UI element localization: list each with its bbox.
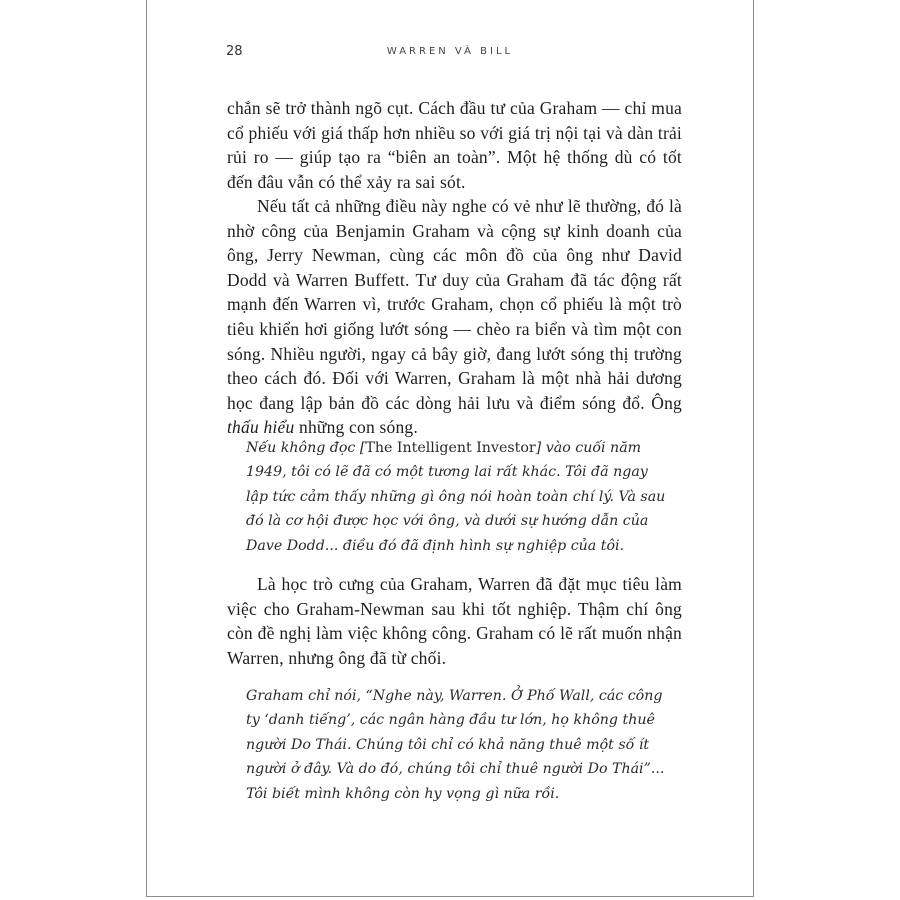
paragraph-2-emphasis: thấu hiểu <box>227 417 295 438</box>
quote-1-rest: ] vào cuối năm 1949, tôi có lẽ đã có một tương lai rất khác. Tôi đã ngay lập tức cảm thấy những gì ông nói hoàn toàn chí lý. Và sau đó là cơ hội được học với ông, và dưới sự hướng dẫn của Dave Dodd... điều đó đã định hình sự nghiệp của tôi. <box>246 440 666 554</box>
book-title: The Intelligent Investor <box>365 440 536 456</box>
block-quote-1 <box>246 436 672 558</box>
block-quote-2: Graham chỉ nói, “Nghe này, Warren. Ở Phố Wall, các công ty ‘danh tiếng’, các ngân hàng đầu tư lớn, họ không thuê người Do Thái. Chúng tôi chỉ có khả năng thuê một số ít người ở đây. Và do đó, chúng tôi chỉ thuê người Do Thái”... Tôi biết mình không còn hy vọng gì nữa rồi. <box>246 688 665 802</box>
quote-1-text: Nếu không đọc [ <box>246 440 366 456</box>
paragraph-2 <box>227 194 682 440</box>
page-number: 28 <box>226 44 243 59</box>
paragraph-2-text: Nếu tất cả những điều này nghe có vẻ như lẽ thường, đó là nhờ công của Benjamin Graham và cộng sự kinh doanh của ông, Jerry Newman, cùng các môn đồ của ông như David Dodd và Warren Buffett. Tư duy của Graham đã tác động rất mạnh đến Warren vì, trước Graham, chọn cổ phiếu là một trò tiêu khiển hơi giống lướt sóng — chèo ra biển và tìm một con sóng. Nhiều người, ngay cả bây giờ, đang lướt sóng thị trường theo cách đó. Đối với Warren, Graham là một nhà hải dương học đang lập bản đồ các dòng hải lưu và điểm sóng đổ. Ông <box>227 196 682 413</box>
paragraph-3: Là học trò cưng của Graham, Warren đã đặt mục tiêu làm việc cho Graham-Newman sau khi tốt nghiệp. Thậm chí ông còn đề nghị làm việc không công. Graham có lẽ rất muốn nhận Warren, nhưng ông đã từ chối. <box>227 574 682 668</box>
paragraph-1: chắn sẽ trở thành ngõ cụt. Cách đầu tư của Graham — chỉ mua cổ phiếu với giá thấp hơn nhiều so với giá trị nội tại và dàn trải rủi ro — giúp tạo ra “biên an toàn”. Một hệ thống dù có tốt đến đâu vẫn có thể xảy ra sai sót. <box>227 98 682 192</box>
running-title: WARREN VÀ BILL <box>386 46 514 57</box>
paragraph-2-end: những con sóng. <box>294 417 418 438</box>
